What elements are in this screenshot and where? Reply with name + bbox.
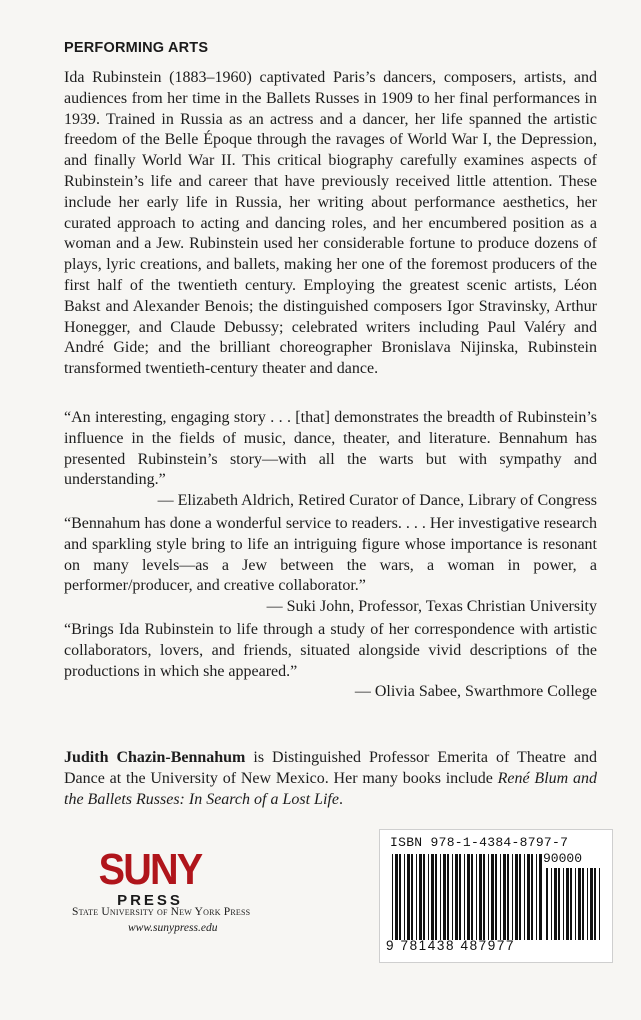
- barcode-bar: [539, 854, 542, 940]
- ean-number: 9 781438 487977: [386, 938, 516, 953]
- isbn-barcode: [379, 829, 613, 963]
- isbn-number: ISBN 978-1-4384-8797-7: [390, 835, 569, 850]
- author-bio: [64, 748, 597, 810]
- quote-text: “Brings Ida Rubinstein to life through a study of her correspondence with artistic collaborators, lovers, and friends, situated alongside vivid descriptions of the productions in which she appeared.”: [64, 621, 597, 680]
- review-quote: [64, 408, 597, 512]
- barcode-bar: [594, 868, 596, 940]
- barcode-bar: [527, 854, 530, 940]
- barcode-bar: [575, 868, 576, 940]
- barcode-bar: [407, 854, 410, 940]
- author-bio-end: .: [338, 790, 343, 808]
- barcode-bar: [419, 854, 422, 940]
- quote-text: “An interesting, engaging story . . . [that] demonstrates the breadth of Rubinstein’s influence in the fields of music, dance, theater, and literature. Bennahum has presented Rubinstein’s story—with all the warts but with sympathy and understanding.”: [64, 409, 597, 489]
- category-label: PERFORMING ARTS: [64, 40, 209, 56]
- barcode-bar: [512, 854, 513, 940]
- barcode-bar: [500, 854, 501, 940]
- book-title: René Blum and the Ballets Russes: In Search of a Lost Life: [64, 769, 598, 808]
- barcode-bar: [570, 868, 572, 940]
- barcode-bar: [443, 854, 446, 940]
- suny-logo-text: SUNY: [98, 845, 202, 894]
- author-bio-text: is Distinguished Professor Emerita of Theatre and Dance at the University of New Mexico. Her many books include: [64, 749, 597, 787]
- barcode-bar: [488, 854, 489, 940]
- review-quote: [64, 620, 597, 703]
- barcode-bar: [428, 854, 429, 940]
- barcode-bar: [554, 868, 557, 940]
- barcode-bar: [452, 854, 453, 940]
- quote-attribution: — Olivia Sabee, Swarthmore College: [354, 683, 597, 701]
- press-logo-text: PRESS: [117, 892, 183, 909]
- barcode-bar: [459, 854, 461, 940]
- barcode-bar: [455, 854, 458, 940]
- quote-text: “Bennahum has done a wonderful service to readers. . . . Her investigative research and sparkling style bring to life an intriguing figure whose importance is resonant on many levels—as a Jew between the wars, a woman in power, a performer/producer, and creative collaborator.”: [64, 515, 597, 595]
- barcode-bar: [416, 854, 417, 940]
- barcode-bar: [447, 854, 449, 940]
- barcode-bar: [578, 868, 581, 940]
- barcode-bar: [524, 854, 525, 940]
- book-description: Ida Rubinstein (1883–1960) captivated Paris’s dancers, composers, artists, and audiences from her time in the Ballets Russes in 1909 to her final performances in 1939. Trained in Russia as an actress and a dancer, her life spanned the artistic freedom of the Belle Époque through the ravages of World War I, the Depression, and finally World War II. This critical biography carefully examines aspects of Rubinstein’s life and career that have previously received little attention. These include her early life in Russia, her writing about performance aesthetics, her curated approach to acting and dancing roles, and her encumbered position as a woman and a Jew. Rubinstein used her considerable fortune to produce dozens of plays, lyric creations, and ballets, making her one of the foremost producers of the first half of the twentieth century. Employing the greatest scenic artists, Léon Bakst and Alexander Benois; the distinguished composers Igor Stravinsky, Arthur Honegger, and Claude Debussy; celebrated writers including Paul Valéry and André Gide; and the brilliant choreographer Bronislava Nijinska, Rubinstein transformed twentieth-century theater and dance.: [64, 69, 597, 378]
- review-quote: [64, 514, 597, 618]
- barcode-bar: [507, 854, 509, 940]
- barcode-bar: [546, 868, 548, 940]
- barcode-bar: [440, 854, 441, 940]
- price-code: 90000: [543, 851, 583, 866]
- barcode-bar: [476, 854, 477, 940]
- barcode-bar: [411, 854, 413, 940]
- barcode-bar: [582, 868, 584, 940]
- publisher-logo: [70, 845, 285, 934]
- publisher-url: www.sunypress.edu: [128, 922, 218, 934]
- barcode-bar: [399, 854, 401, 940]
- addon-barcode-bars: [546, 868, 602, 940]
- barcode-bar: [566, 868, 569, 940]
- barcode-bar: [431, 854, 434, 940]
- barcode-bar: [471, 854, 473, 940]
- barcode-bar: [536, 854, 537, 940]
- barcode-bar: [590, 868, 593, 940]
- barcode-bar: [392, 854, 393, 940]
- barcode-bar: [587, 868, 588, 940]
- quote-attribution: — Suki John, Professor, Texas Christian University: [266, 598, 597, 616]
- barcode-bar: [395, 854, 398, 940]
- barcode-bar: [467, 854, 470, 940]
- barcode-bar: [483, 854, 485, 940]
- main-barcode-bars: [392, 854, 542, 940]
- barcode-bar: [503, 854, 506, 940]
- barcode-bar: [435, 854, 437, 940]
- barcode-bar: [551, 868, 552, 940]
- publisher-name: State University of New York Press: [72, 906, 251, 918]
- barcode-bar: [599, 868, 600, 940]
- barcode-bar: [515, 854, 518, 940]
- barcode-bar: [558, 868, 560, 940]
- barcode-bar: [464, 854, 465, 940]
- barcode-bar: [423, 854, 425, 940]
- barcode-bar: [531, 854, 533, 940]
- barcode-bar: [519, 854, 521, 940]
- barcode-bar: [479, 854, 482, 940]
- quote-attribution: — Elizabeth Aldrich, Retired Curator of Dance, Library of Congress: [157, 492, 597, 510]
- barcode-bar: [491, 854, 494, 940]
- barcode-bar: [563, 868, 564, 940]
- author-name: Judith Chazin-Bennahum: [64, 749, 246, 766]
- barcode-bar: [495, 854, 497, 940]
- barcode-bar: [404, 854, 405, 940]
